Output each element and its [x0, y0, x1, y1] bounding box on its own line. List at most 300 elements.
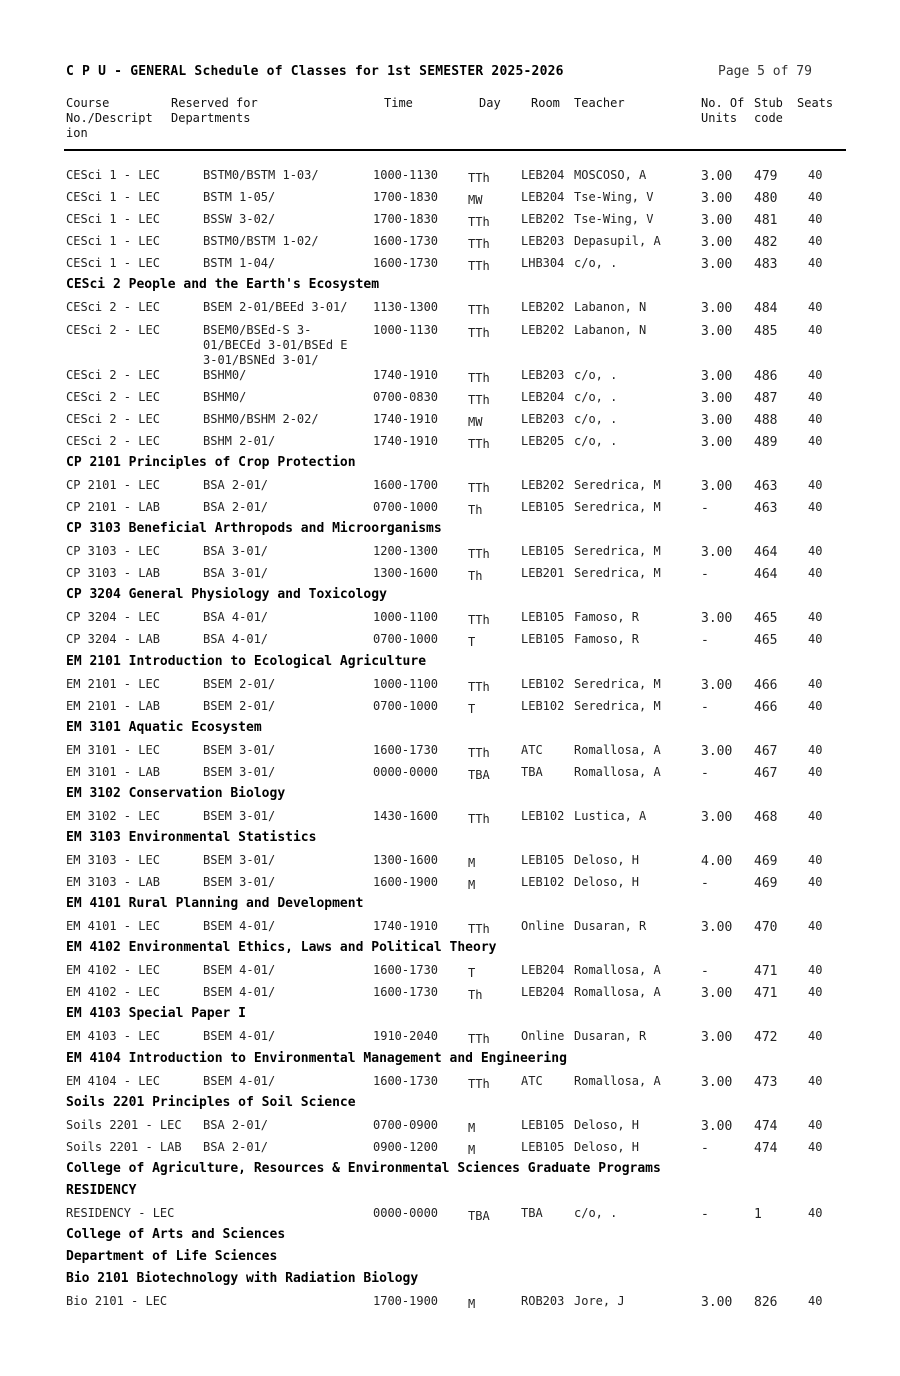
- course-cell: CP 3204 - LEC: [66, 610, 160, 625]
- time-cell: 1000-1130: [373, 168, 439, 182]
- seats-cell: 40: [808, 256, 823, 271]
- room-cell: LEB102: [521, 808, 565, 823]
- teacher-cell: Labanon, N: [574, 300, 647, 315]
- reserved-cell: BSA 2-01/: [203, 1139, 269, 1154]
- section-heading-text: College of Arts and Sciences: [66, 1226, 286, 1242]
- teacher-cell: Tse-Wing, V: [574, 190, 654, 205]
- units-cell: 3.00: [701, 434, 733, 450]
- seats-cell: 40: [808, 544, 823, 559]
- units-cell: -: [701, 699, 709, 715]
- time-cell: 0000-0000: [373, 764, 439, 779]
- section-heading: [0, 1095, 900, 1117]
- section-heading: [0, 720, 900, 742]
- table-row: [0, 1139, 900, 1161]
- course-cell: CESci 2 - LEC: [66, 411, 160, 426]
- schedule-table: [0, 167, 900, 1315]
- reserved-cell: BSTM0/BSTM 1-03/: [203, 168, 319, 182]
- teacher-cell: Romallosa, A: [574, 963, 661, 978]
- room-cell: TBA: [521, 764, 543, 779]
- seats-cell: 40: [808, 742, 823, 757]
- teacher-cell: Seredrica, M: [574, 676, 661, 691]
- time-cell: 0700-1000: [373, 500, 439, 515]
- teacher-cell: Dusaran, R: [574, 919, 647, 934]
- teacher-cell: MOSCOSO, A: [574, 168, 647, 182]
- seats-cell: 40: [808, 610, 823, 625]
- seats-cell: 40: [808, 698, 823, 713]
- units-cell: 3.00: [701, 368, 733, 384]
- section-heading: [0, 896, 900, 918]
- table-row: [0, 1293, 900, 1315]
- seats-cell: 40: [808, 212, 823, 227]
- reserved-cell: BSHM 2-01/: [203, 433, 276, 448]
- day-cell: TTh: [468, 370, 490, 385]
- day-cell: TTh: [468, 613, 490, 628]
- day-cell: TTh: [468, 392, 490, 407]
- section-heading: [0, 654, 900, 676]
- room-cell: LEB105: [521, 1139, 565, 1154]
- section-heading-text: College of Agriculture, Resources & Environmental Sciences Graduate Programs: [66, 1160, 661, 1176]
- reserved-cell: BSEM 3-01/: [203, 764, 276, 779]
- reserved-cell: BSTM0/BSTM 1-02/: [203, 234, 319, 249]
- course-cell: EM 3101 - LAB: [66, 764, 160, 779]
- reserved-cell: BSEM 4-01/: [203, 963, 276, 978]
- course-cell: Soils 2201 - LEC: [66, 1117, 182, 1132]
- col-header-seats: Seats: [797, 96, 834, 110]
- course-cell: CP 3103 - LEC: [66, 544, 160, 559]
- day-cell: TTh: [468, 745, 490, 760]
- time-cell: 1700-1830: [373, 190, 439, 205]
- day-cell: M: [468, 878, 476, 893]
- day-cell: Th: [468, 503, 483, 518]
- time-cell: 1200-1300: [373, 544, 439, 559]
- time-cell: 0700-0830: [373, 389, 439, 404]
- time-cell: 1000-1100: [373, 676, 439, 691]
- course-cell: CESci 2 - LEC: [66, 433, 160, 448]
- teacher-cell: Deloso, H: [574, 1117, 640, 1132]
- stub-code-cell: 474: [754, 1140, 778, 1156]
- room-cell: ATC: [521, 1073, 543, 1088]
- course-cell: Bio 2101 - LEC: [66, 1293, 168, 1308]
- seats-cell: 40: [808, 190, 823, 205]
- table-row: [0, 233, 900, 255]
- section-heading: [0, 1271, 900, 1293]
- section-heading-text: EM 3102 Conservation Biology: [66, 785, 286, 801]
- teacher-cell: Depasupil, A: [574, 234, 661, 249]
- teacher-cell: c/o, .: [574, 256, 618, 271]
- table-row: [0, 1028, 900, 1050]
- units-cell: -: [701, 633, 709, 649]
- stub-code-cell: 463: [754, 501, 778, 517]
- teacher-cell: c/o, .: [574, 433, 618, 448]
- units-cell: -: [701, 765, 709, 781]
- seats-cell: 40: [808, 852, 823, 867]
- stub-code-cell: 485: [754, 323, 778, 339]
- room-cell: LEB105: [521, 852, 565, 867]
- day-cell: T: [468, 635, 476, 650]
- reserved-cell: BSEM 3-01/: [203, 852, 276, 867]
- room-cell: LEB105: [521, 632, 565, 647]
- room-cell: LEB102: [521, 875, 565, 890]
- room-cell: LHB304: [521, 256, 565, 271]
- room-cell: LEB105: [521, 544, 565, 559]
- reserved-cell: BSTM 1-04/: [203, 256, 276, 271]
- units-cell: 3.00: [701, 301, 733, 317]
- units-cell: 3.00: [701, 743, 733, 759]
- reserved-cell: BSA 3-01/: [203, 544, 269, 559]
- course-cell: EM 4103 - LEC: [66, 1029, 160, 1044]
- stub-code-cell: 467: [754, 765, 778, 781]
- course-cell: CESci 1 - LEC: [66, 256, 160, 271]
- table-row: [0, 299, 900, 321]
- room-cell: LEB102: [521, 676, 565, 691]
- table-row: [0, 631, 900, 653]
- col-header-day: Day: [479, 96, 501, 110]
- room-cell: LEB204: [521, 963, 565, 978]
- time-cell: 1130-1300: [373, 300, 439, 315]
- reserved-cell: BSEM 3-01/: [203, 808, 276, 823]
- day-cell: TTh: [468, 171, 490, 185]
- teacher-cell: c/o, .: [574, 367, 618, 382]
- teacher-cell: Tse-Wing, V: [574, 212, 654, 227]
- units-cell: 3.00: [701, 1074, 733, 1090]
- day-cell: TTh: [468, 922, 490, 937]
- stub-code-cell: 466: [754, 677, 778, 693]
- reserved-cell: BSHM0/: [203, 367, 247, 382]
- room-cell: LEB202: [521, 212, 565, 227]
- section-heading-text: EM 3101 Aquatic Ecosystem: [66, 719, 262, 735]
- section-heading: [0, 277, 900, 299]
- day-cell: MW: [468, 193, 483, 208]
- units-cell: 3.00: [701, 412, 733, 428]
- table-row: [0, 808, 900, 830]
- table-row: [0, 918, 900, 940]
- course-cell: CESci 2 - LEC: [66, 367, 160, 382]
- section-heading-text: EM 4103 Special Paper I: [66, 1006, 247, 1022]
- course-cell: EM 3103 - LAB: [66, 875, 160, 890]
- day-cell: T: [468, 701, 476, 716]
- seats-cell: 40: [808, 985, 823, 1000]
- time-cell: 1600-1730: [373, 742, 439, 757]
- time-cell: 1600-1900: [373, 875, 439, 890]
- units-cell: 3.00: [701, 986, 733, 1002]
- section-heading: [0, 1161, 900, 1183]
- room-cell: LEB105: [521, 610, 565, 625]
- room-cell: LEB201: [521, 566, 565, 581]
- table-row: [0, 367, 900, 389]
- section-heading: [0, 786, 900, 808]
- units-cell: -: [701, 964, 709, 980]
- teacher-cell: Seredrica, M: [574, 477, 661, 492]
- section-heading-text: Department of Life Sciences: [66, 1248, 278, 1264]
- reserved-cell: BSEM 4-01/: [203, 1029, 276, 1044]
- table-row: [0, 255, 900, 277]
- table-row: [0, 984, 900, 1006]
- teacher-cell: Lustica, A: [574, 808, 647, 823]
- units-cell: -: [701, 876, 709, 892]
- seats-cell: 40: [808, 1117, 823, 1132]
- time-cell: 0700-1000: [373, 632, 439, 647]
- units-cell: 3.00: [701, 235, 733, 251]
- units-cell: 3.00: [701, 1030, 733, 1046]
- time-cell: 1700-1900: [373, 1293, 439, 1308]
- stub-code-cell: 484: [754, 301, 778, 317]
- course-cell: CESci 2 - LEC: [66, 300, 160, 315]
- reserved-cell: BSEM 4-01/: [203, 1073, 276, 1088]
- room-cell: LEB202: [521, 322, 565, 337]
- teacher-cell: Seredrica, M: [574, 500, 661, 515]
- time-cell: 0900-1200: [373, 1139, 439, 1154]
- teacher-cell: Deloso, H: [574, 875, 640, 890]
- reserved-cell: BSA 2-01/: [203, 1117, 269, 1132]
- day-cell: TTh: [468, 1032, 490, 1047]
- seats-cell: 40: [808, 919, 823, 934]
- day-cell: TTh: [468, 679, 490, 694]
- course-cell: CESci 1 - LEC: [66, 212, 160, 227]
- day-cell: T: [468, 966, 476, 981]
- day-cell: M: [468, 855, 476, 870]
- teacher-cell: Famoso, R: [574, 610, 640, 625]
- day-cell: TTh: [468, 303, 490, 318]
- table-row: [0, 764, 900, 786]
- table-row: [0, 1205, 900, 1227]
- seats-cell: 40: [808, 500, 823, 515]
- time-cell: 0000-0000: [373, 1205, 439, 1220]
- seats-cell: 40: [808, 1205, 823, 1220]
- time-cell: 1000-1130: [373, 322, 439, 337]
- course-cell: CP 3103 - LAB: [66, 566, 160, 581]
- section-heading-text: CP 3103 Beneficial Arthropods and Microorganisms: [66, 521, 442, 537]
- teacher-cell: Romallosa, A: [574, 742, 661, 757]
- time-cell: 1700-1830: [373, 212, 439, 227]
- col-header-reserved: Reserved for Departments: [171, 96, 258, 125]
- teacher-cell: Seredrica, M: [574, 544, 661, 559]
- stub-code-cell: 472: [754, 1030, 778, 1046]
- table-row: [0, 211, 900, 233]
- teacher-cell: Romallosa, A: [574, 764, 661, 779]
- reserved-cell: BSA 2-01/: [203, 477, 269, 492]
- units-cell: 3.00: [701, 478, 733, 494]
- reserved-cell: BSSW 3-02/: [203, 212, 276, 227]
- reserved-cell: BSEM0/BSEd-S 3-01/BECEd 3-01/BSEd E 3-01/BSNEd 3-01/: [203, 322, 348, 367]
- reserved-cell: BSTM 1-05/: [203, 190, 276, 205]
- room-cell: LEB203: [521, 234, 565, 249]
- section-heading-text: CP 3204 General Physiology and Toxicology: [66, 587, 387, 603]
- time-cell: 1910-2040: [373, 1029, 439, 1044]
- teacher-cell: Dusaran, R: [574, 1029, 647, 1044]
- teacher-cell: c/o, .: [574, 389, 618, 404]
- course-cell: CESci 1 - LEC: [66, 190, 160, 205]
- time-cell: 1600-1700: [373, 477, 439, 492]
- section-heading-text: EM 4101 Rural Planning and Development: [66, 896, 364, 912]
- reserved-cell: BSEM 4-01/: [203, 985, 276, 1000]
- stub-code-cell: 1: [754, 1206, 762, 1222]
- day-cell: TTh: [468, 259, 490, 274]
- day-cell: MW: [468, 414, 483, 429]
- reserved-cell: BSEM 2-01/: [203, 698, 276, 713]
- units-cell: 3.00: [701, 390, 733, 406]
- stub-code-cell: 487: [754, 390, 778, 406]
- stub-code-cell: 469: [754, 853, 778, 869]
- course-cell: CP 2101 - LAB: [66, 500, 160, 515]
- reserved-cell: BSA 2-01/: [203, 500, 269, 515]
- seats-cell: 40: [808, 433, 823, 448]
- table-row: [0, 543, 900, 565]
- course-cell: CESci 2 - LEC: [66, 322, 160, 337]
- units-cell: 3.00: [701, 1118, 733, 1134]
- room-cell: Online: [521, 919, 565, 934]
- room-cell: LEB204: [521, 168, 565, 182]
- room-cell: LEB204: [521, 190, 565, 205]
- course-cell: EM 3102 - LEC: [66, 808, 160, 823]
- stub-code-cell: 826: [754, 1294, 778, 1310]
- teacher-cell: Seredrica, M: [574, 698, 661, 713]
- units-cell: 3.00: [701, 323, 733, 339]
- section-heading: [0, 1227, 900, 1249]
- table-row: [0, 962, 900, 984]
- col-header-time: Time: [384, 96, 413, 110]
- day-cell: TTh: [468, 325, 490, 340]
- reserved-cell: BSEM 2-01/: [203, 676, 276, 691]
- units-cell: -: [701, 567, 709, 583]
- seats-cell: 40: [808, 367, 823, 382]
- teacher-cell: Deloso, H: [574, 852, 640, 867]
- course-cell: CESci 1 - LEC: [66, 234, 160, 249]
- room-cell: LEB204: [521, 389, 565, 404]
- section-heading-text: Soils 2201 Principles of Soil Science: [66, 1094, 356, 1110]
- page-title: C P U - GENERAL Schedule of Classes for 1st SEMESTER 2025-2026: [66, 64, 564, 79]
- day-cell: TTh: [468, 1076, 490, 1091]
- stub-code-cell: 464: [754, 545, 778, 561]
- stub-code-cell: 480: [754, 191, 778, 207]
- day-cell: TTh: [468, 480, 490, 495]
- day-cell: TTh: [468, 215, 490, 230]
- reserved-cell: BSA 3-01/: [203, 566, 269, 581]
- reserved-cell: BSEM 3-01/: [203, 742, 276, 757]
- section-heading: [0, 830, 900, 852]
- time-cell: 0700-1000: [373, 698, 439, 713]
- time-cell: 0700-0900: [373, 1117, 439, 1132]
- table-row: [0, 698, 900, 720]
- day-cell: TTh: [468, 237, 490, 252]
- day-cell: TTh: [468, 547, 490, 562]
- reserved-cell: BSEM 4-01/: [203, 919, 276, 934]
- seats-cell: 40: [808, 477, 823, 492]
- col-header-units: No. Of Units: [701, 96, 745, 125]
- section-heading-text: CESci 2 People and the Earth's Ecosystem: [66, 277, 380, 293]
- seats-cell: 40: [808, 168, 823, 182]
- units-cell: 3.00: [701, 920, 733, 936]
- teacher-cell: Deloso, H: [574, 1139, 640, 1154]
- teacher-cell: c/o, .: [574, 411, 618, 426]
- reserved-cell: BSEM 2-01/BEEd 3-01/: [203, 300, 348, 315]
- room-cell: LEB203: [521, 367, 565, 382]
- course-cell: RESIDENCY - LEC: [66, 1205, 175, 1220]
- reserved-cell: BSA 4-01/: [203, 632, 269, 647]
- stub-code-cell: 486: [754, 368, 778, 384]
- section-heading-text: RESIDENCY: [66, 1182, 137, 1198]
- day-cell: M: [468, 1142, 476, 1157]
- units-cell: 4.00: [701, 853, 733, 869]
- seats-cell: 40: [808, 1073, 823, 1088]
- table-row: [0, 499, 900, 521]
- room-cell: LEB105: [521, 1117, 565, 1132]
- room-cell: LEB204: [521, 985, 565, 1000]
- seats-cell: 40: [808, 300, 823, 315]
- stub-code-cell: 465: [754, 633, 778, 649]
- time-cell: 1600-1730: [373, 256, 439, 271]
- table-row: [0, 389, 900, 411]
- day-cell: TBA: [468, 1208, 490, 1223]
- seats-cell: 40: [808, 808, 823, 823]
- time-cell: 1740-1910: [373, 919, 439, 934]
- units-cell: 3.00: [701, 213, 733, 229]
- table-row: [0, 322, 900, 367]
- units-cell: 3.00: [701, 545, 733, 561]
- stub-code-cell: 463: [754, 478, 778, 494]
- room-cell: LEB202: [521, 300, 565, 315]
- course-cell: EM 3103 - LEC: [66, 852, 160, 867]
- section-heading: [0, 1183, 900, 1205]
- section-heading: [0, 940, 900, 962]
- course-cell: CP 3204 - LAB: [66, 632, 160, 647]
- units-cell: -: [701, 501, 709, 517]
- room-cell: Online: [521, 1029, 565, 1044]
- reserved-cell: BSEM 3-01/: [203, 875, 276, 890]
- time-cell: 1740-1910: [373, 367, 439, 382]
- time-cell: 1740-1910: [373, 433, 439, 448]
- time-cell: 1300-1600: [373, 566, 439, 581]
- stub-code-cell: 482: [754, 235, 778, 251]
- day-cell: TTh: [468, 436, 490, 451]
- day-cell: M: [468, 1120, 476, 1135]
- units-cell: 3.00: [701, 191, 733, 207]
- stub-code-cell: 474: [754, 1118, 778, 1134]
- room-cell: LEB203: [521, 411, 565, 426]
- col-header-stub: Stub code: [754, 96, 783, 125]
- table-row: [0, 742, 900, 764]
- seats-cell: 40: [808, 411, 823, 426]
- seats-cell: 40: [808, 875, 823, 890]
- section-heading-text: EM 4102 Environmental Ethics, Laws and Political Theory: [66, 940, 497, 956]
- section-heading-text: Bio 2101 Biotechnology with Radiation Biology: [66, 1270, 419, 1286]
- section-heading: [0, 587, 900, 609]
- table-row: [0, 477, 900, 499]
- teacher-cell: Labanon, N: [574, 322, 647, 337]
- teacher-cell: Seredrica, M: [574, 566, 661, 581]
- table-row: [0, 1073, 900, 1095]
- room-cell: LEB205: [521, 433, 565, 448]
- page-number: Page 5 of 79: [718, 64, 812, 79]
- reserved-cell: BSHM0/BSHM 2-02/: [203, 411, 319, 426]
- day-cell: TBA: [468, 767, 490, 782]
- day-cell: Th: [468, 569, 483, 584]
- room-cell: LEB105: [521, 500, 565, 515]
- day-cell: M: [468, 1296, 476, 1311]
- stub-code-cell: 464: [754, 567, 778, 583]
- course-cell: EM 4101 - LEC: [66, 919, 160, 934]
- stub-code-cell: 466: [754, 699, 778, 715]
- col-header-room: Room: [531, 96, 560, 110]
- table-row: [0, 565, 900, 587]
- table-row: [0, 1117, 900, 1139]
- stub-code-cell: 488: [754, 412, 778, 428]
- room-cell: ATC: [521, 742, 543, 757]
- day-cell: Th: [468, 988, 483, 1003]
- seats-cell: 40: [808, 1293, 823, 1308]
- stub-code-cell: 469: [754, 876, 778, 892]
- units-cell: 3.00: [701, 677, 733, 693]
- seats-cell: 40: [808, 1029, 823, 1044]
